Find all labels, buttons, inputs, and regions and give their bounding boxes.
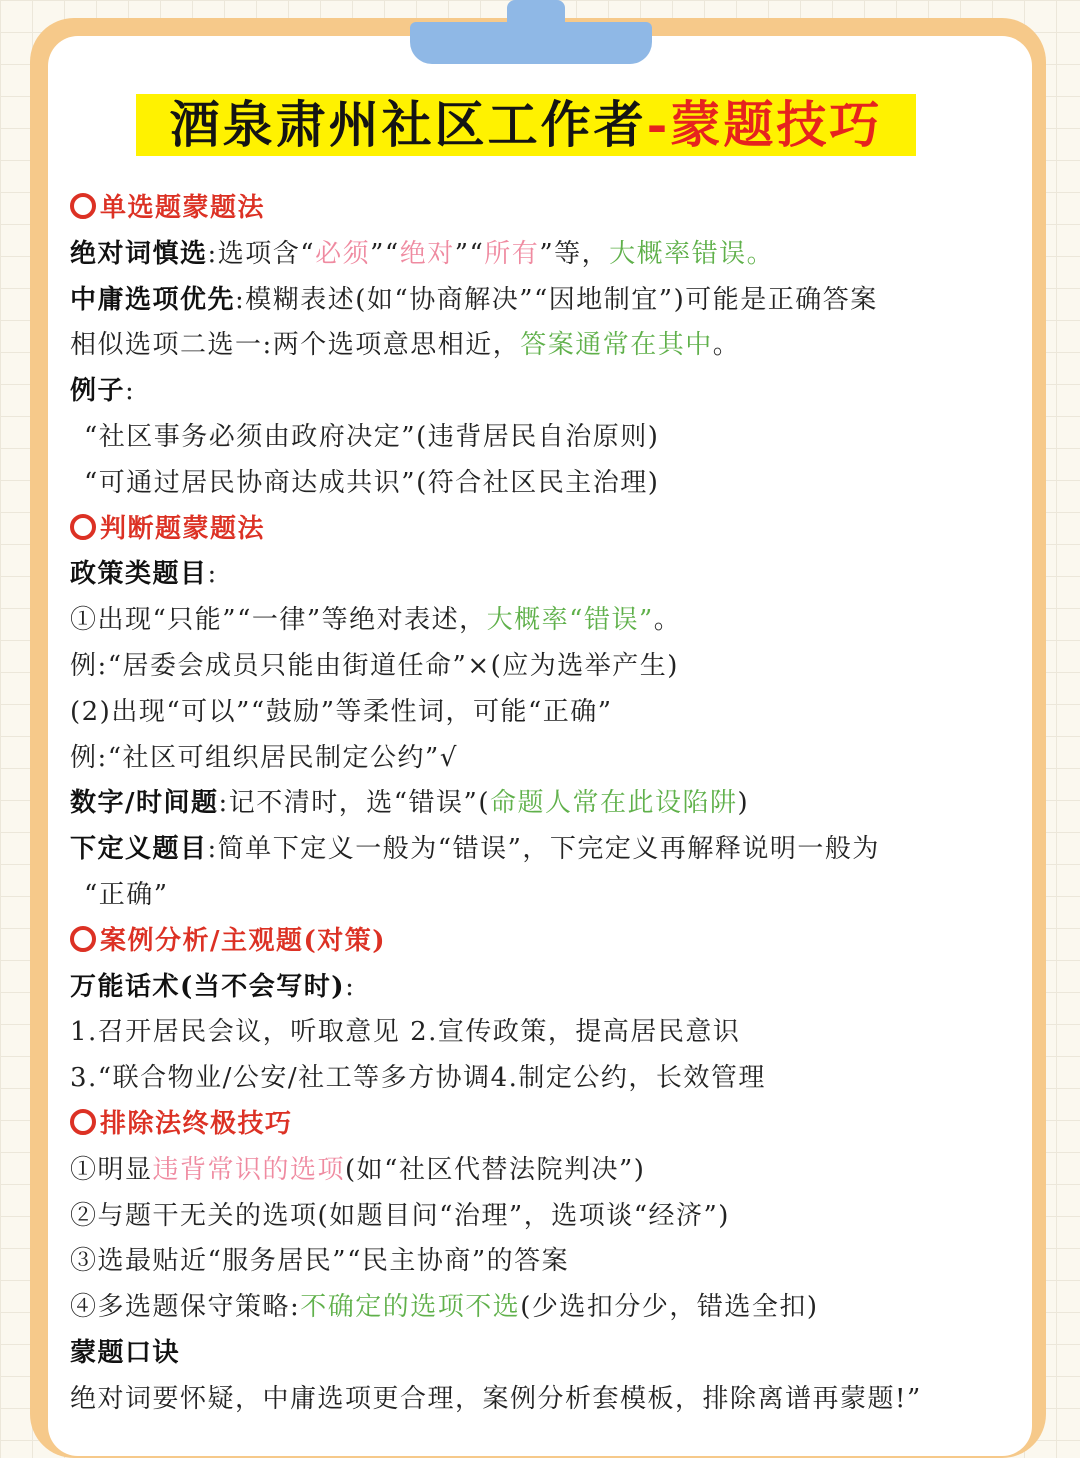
text-segment: 1.召开居民会议，听取意见 2.宣传政策，提高居民意识 (70, 1017, 741, 1048)
text-segment: : (345, 971, 356, 1002)
text-line (70, 690, 1030, 736)
text-line (70, 1010, 1030, 1056)
section-heading (70, 919, 1030, 965)
text-segment: ①出现“只能”“一律”等绝对表述， (70, 605, 487, 636)
text-line (70, 598, 1030, 644)
text-line (70, 552, 1030, 598)
text-segment: 绝对词慎选 (70, 238, 208, 269)
text-segment: : (207, 559, 218, 590)
text-segment: ) (737, 788, 750, 819)
title-main: 酒泉肃州社区工作者 (169, 95, 647, 154)
text-segment: :模糊表述(如“协商解决”“因地制宜”)可能是正确答案 (235, 284, 878, 315)
text-segment: ”“ (370, 238, 400, 269)
text-segment: 中庸选项优先 (70, 284, 236, 315)
text-segment: 万能话术(当不会写时) (70, 971, 346, 1002)
content-body (70, 186, 1030, 1423)
text-line (70, 278, 1030, 324)
text-segment: 判断题蒙题法 (100, 513, 266, 544)
text-line (70, 232, 1030, 278)
text-segment: 必须 (315, 238, 371, 269)
text-segment: 蒙题口诀 (70, 1337, 181, 1368)
text-segment: 所有 (484, 238, 540, 269)
text-line (70, 1056, 1030, 1102)
text-segment: 3.“联合物业/公安/社工等多方协调4.制定公约，长效管理 (70, 1063, 766, 1094)
text-segment: “正确” (84, 879, 169, 910)
text-line (70, 873, 1030, 919)
section-heading (70, 1102, 1030, 1148)
circle-bullet-icon (70, 514, 96, 540)
page-title (136, 94, 916, 156)
text-segment: 不确定的选项不选 (300, 1292, 521, 1323)
text-line (70, 781, 1030, 827)
text-segment: : (125, 376, 136, 407)
text-segment: 例:“居委会成员只能由街道任命”×(应为选举产生) (70, 650, 679, 681)
text-segment: 排除法终极技巧 (100, 1108, 293, 1139)
text-segment: 政策类题目 (70, 559, 208, 590)
text-segment: :简单下定义一般为“错误”，下完定义再解释说明一般为 (207, 834, 880, 865)
section-heading (70, 507, 1030, 553)
circle-bullet-icon (70, 193, 96, 219)
text-line (70, 1331, 1030, 1377)
text-segment: ”“ (454, 238, 485, 269)
clip-body (410, 22, 652, 64)
text-line (70, 461, 1030, 507)
text-line (70, 1194, 1030, 1240)
text-segment: 答案通常在其中 (520, 330, 713, 361)
text-line (70, 369, 1030, 415)
title-accent: -蒙题技巧 (646, 95, 883, 154)
text-segment: (少选扣分少，错选全扣) (520, 1292, 819, 1323)
text-segment: 违背常识的选项 (152, 1154, 346, 1185)
text-segment: (2)出现“可以”“鼓励”等柔性词，可能“正确” (70, 696, 613, 727)
text-line (70, 827, 1030, 873)
text-segment: :记不清时，选“错误”( (218, 788, 490, 819)
text-segment: ”等， (539, 238, 610, 269)
text-segment: :选项含“ (207, 238, 316, 269)
circle-bullet-icon (70, 1109, 96, 1135)
section-heading (70, 186, 1030, 232)
text-segment: ②与题干无关的选项(如题目问“治理”，选项谈“经济”) (70, 1200, 730, 1231)
text-segment: 大概率错误。 (609, 238, 775, 269)
text-segment: (如“社区代替法院判决”) (345, 1154, 646, 1185)
text-line (70, 736, 1030, 782)
text-line (70, 415, 1030, 461)
text-line (70, 1239, 1030, 1285)
text-segment: 案例分析/主观题(对策) (100, 925, 387, 956)
text-segment: “可通过居民协商达成共识”(符合社区民主治理) (84, 467, 660, 498)
text-line (70, 1148, 1030, 1194)
text-segment: 。 (712, 330, 741, 361)
text-line (70, 644, 1030, 690)
text-segment: 例子 (70, 376, 126, 407)
text-segment: ③选最贴近“服务居民”“民主协商”的答案 (70, 1246, 570, 1277)
text-segment: 命题人常在此设陷阱 (490, 788, 738, 819)
text-segment: 单选题蒙题法 (100, 193, 266, 223)
text-segment: 例:“社区可组织居民制定公约”√ (70, 742, 458, 773)
text-line (70, 965, 1030, 1011)
text-segment: ①明显 (70, 1154, 153, 1185)
text-segment: ④多选题保守策略: (70, 1292, 301, 1323)
text-segment: 相似选项二选一:两个选项意思相近， (70, 330, 521, 361)
text-segment: 下定义题目 (70, 834, 208, 865)
text-segment: “社区事务必须由政府决定”(违背居民自治原则) (84, 421, 660, 452)
text-segment: 大概率“错误” (486, 605, 654, 636)
text-line (70, 1377, 1030, 1423)
text-segment: 绝对 (399, 238, 455, 269)
text-line (70, 323, 1030, 369)
text-line (70, 1285, 1030, 1331)
text-segment: 绝对词要怀疑，中庸选项更合理，案例分析套模板，排除离谱再蒙题!” (70, 1383, 922, 1414)
text-segment: 。 (653, 605, 682, 636)
text-segment: 数字/时间题 (70, 788, 219, 819)
circle-bullet-icon (70, 926, 96, 952)
